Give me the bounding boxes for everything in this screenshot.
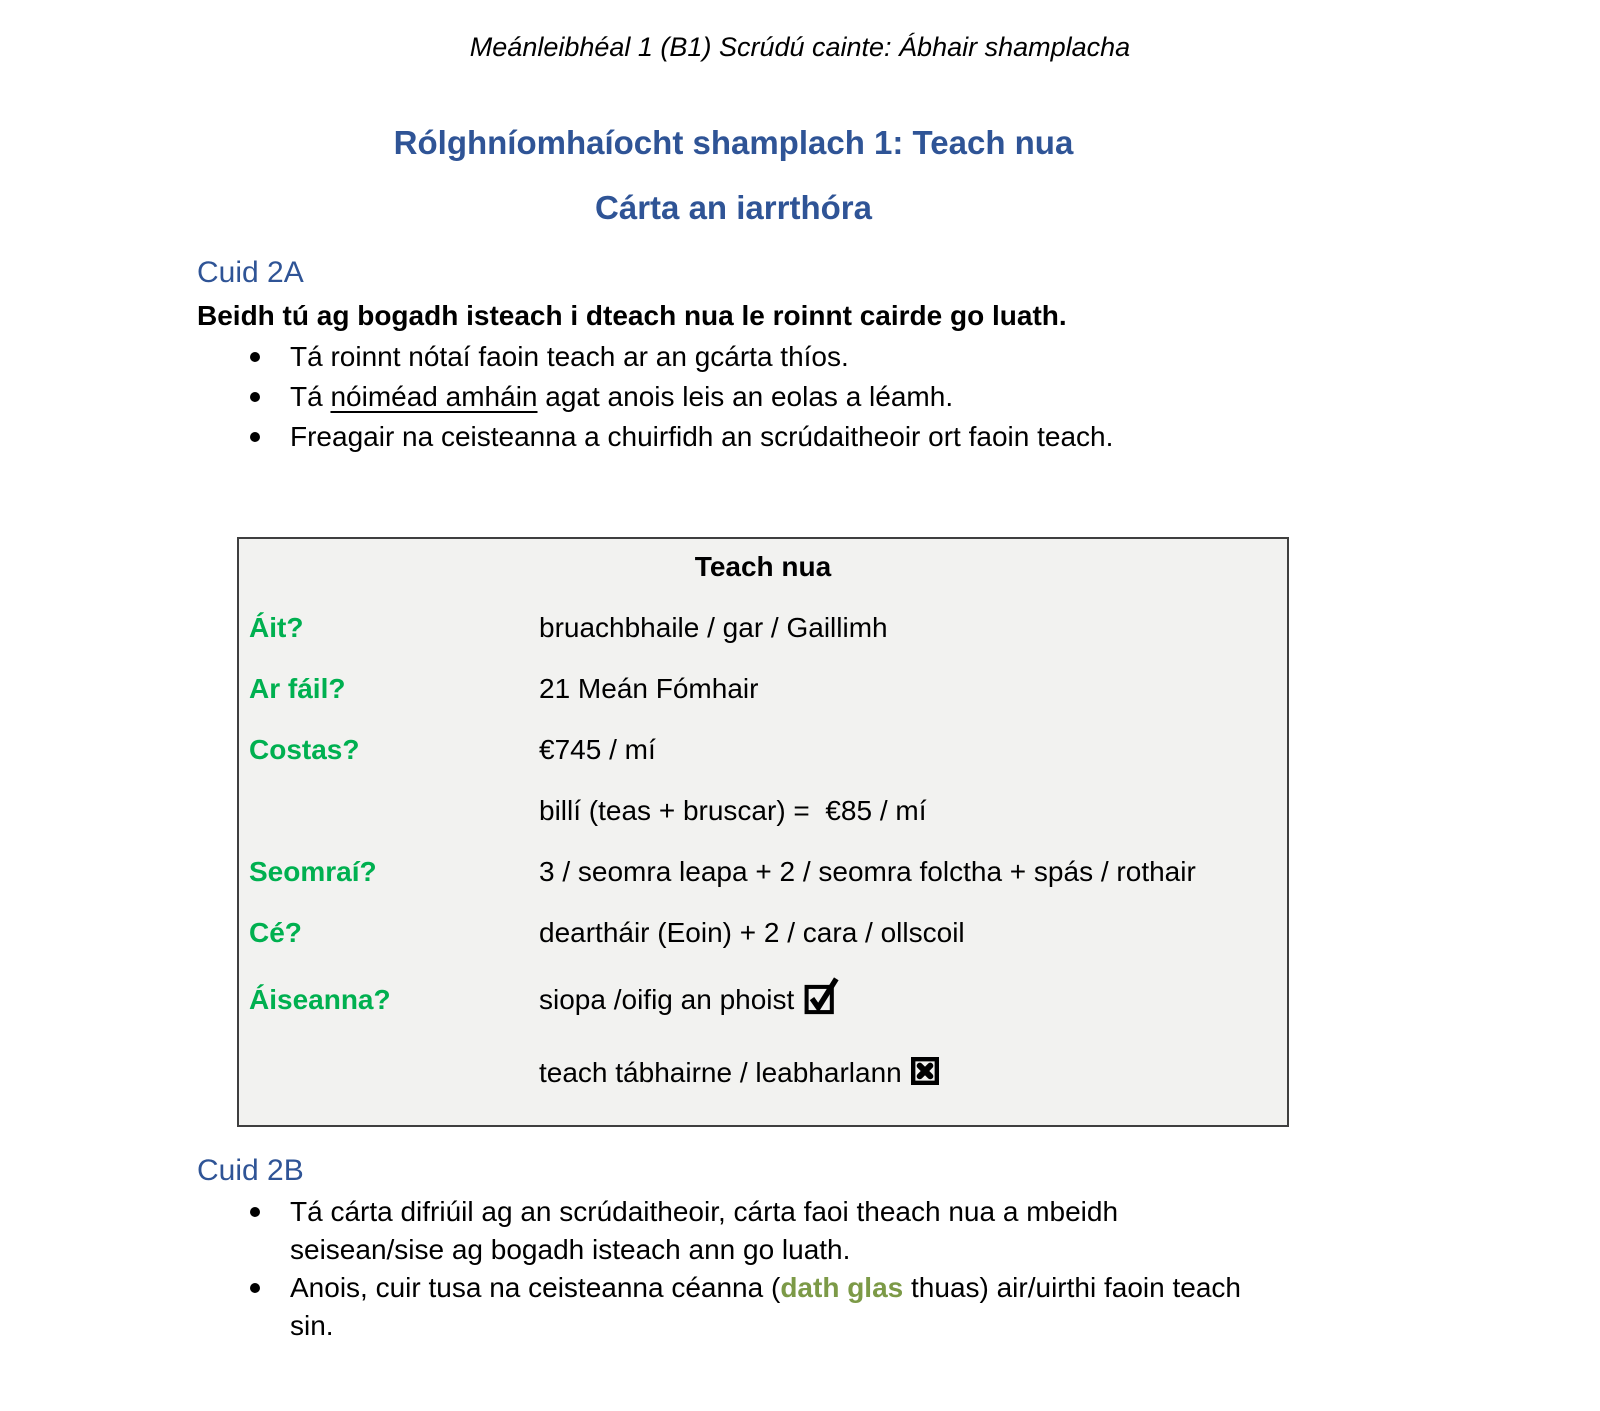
bullet-icon (250, 392, 260, 402)
card-row (239, 597, 1287, 658)
bullet-icon (250, 1283, 260, 1293)
checkbox-crossed-icon (911, 1057, 939, 1085)
card-row-value-text: siopa /oifig an phoist (539, 983, 795, 1015)
card-row-value (539, 1057, 1287, 1089)
bullet-text (290, 1269, 1255, 1345)
page-subtitle: Cárta an iarrthóra (595, 189, 872, 226)
bullet-text (290, 377, 953, 417)
bullet-text: Tá cárta difriúil ag an scrúdaitheoir, cárta faoi theach nua a mbeidh seisean/sise ag bogadh isteach ann go luath. (290, 1196, 1119, 1265)
card-row-value-text: 21 Meán Fómhair (539, 672, 759, 704)
card-row-label: Costas? (249, 733, 360, 765)
bullet-icon (250, 1207, 260, 1217)
card-row (239, 780, 1287, 841)
section-heading-2a: Cuid 2A (197, 256, 304, 289)
checkbox-checked-icon (803, 974, 839, 1016)
card-row-value-text: bruachbhaile / gar / Gaillimh (539, 611, 888, 643)
card-row-value (539, 612, 1287, 644)
card-row (239, 963, 1287, 1036)
card-row (239, 658, 1287, 719)
bullet-text-suffix: thuas) air/uirthi faoin teach sin. (290, 1272, 1241, 1341)
card-row-value-text: 3 / seomra leapa + 2 / seomra folctha + spás / rothair (539, 855, 1196, 887)
bullet-text: Tá roinnt nótaí faoin teach ar an gcárta thíos. (290, 341, 849, 372)
page-title: Rólghníomhaíocht shamplach 1: Teach nua (393, 124, 1074, 161)
bullet-text-underlined: nóiméad amháin (330, 381, 538, 412)
bullet-text-prefix: Tá (290, 381, 331, 412)
list-item (197, 377, 1270, 417)
list-item (197, 1193, 1270, 1269)
bullet-icon (250, 432, 260, 442)
bullet-text-prefix: Anois, cuir tusa na ceisteanna céanna ( (290, 1272, 781, 1303)
card-row-value (539, 856, 1287, 888)
list-item (197, 337, 1270, 377)
card-row (239, 719, 1287, 780)
bullet-text-suffix: agat anois leis an eolas a léamh. (537, 381, 954, 412)
document-content (197, 122, 1270, 1345)
card-row (239, 1036, 1287, 1109)
card-row-value (539, 917, 1287, 949)
card-row-label: Seomraí? (249, 855, 377, 887)
card-row-value-text: deartháir (Eoin) + 2 / cara / ollscoil (539, 916, 965, 948)
card-row-value-text: billí (teas + bruscar) = €85 / mí (539, 794, 927, 826)
section-2a-bullet-list (197, 337, 1270, 457)
card-row-label: Áit? (249, 611, 304, 643)
card-row (239, 841, 1287, 902)
card-row-label: Ar fáil? (249, 672, 346, 704)
bullet-text-green: dath glas (780, 1272, 904, 1303)
bullet-text: Freagair na ceisteanna a chuirfidh an scrúdaitheoir ort faoin teach. (290, 421, 1114, 452)
list-item (197, 417, 1270, 457)
bullet-icon (250, 352, 260, 362)
card-title: Teach nua (694, 551, 832, 582)
card-row-value (539, 673, 1287, 705)
card-row (239, 902, 1287, 963)
section-2a-intro: Beidh tú ag bogadh isteach i dteach nua le roinnt cairde go luath. (197, 300, 1067, 331)
card-row-value-text: teach tábhairne / leabharlann (539, 1056, 902, 1088)
card-row-label: Áiseanna? (249, 983, 391, 1015)
card-row-value-text: €745 / mí (539, 733, 656, 765)
document-header: Meánleibhéal 1 (B1) Scrúdú cainte: Ábhair shamplacha (469, 32, 1131, 62)
list-item (197, 1269, 1270, 1345)
section-2b-bullet-list (197, 1193, 1270, 1345)
card-row-value (539, 795, 1287, 827)
card-row-label: Cé? (249, 916, 302, 948)
card-row-value (539, 734, 1287, 766)
section-heading-2b: Cuid 2B (197, 1154, 304, 1187)
card-row-value (539, 984, 1287, 1016)
info-card (237, 537, 1289, 1127)
